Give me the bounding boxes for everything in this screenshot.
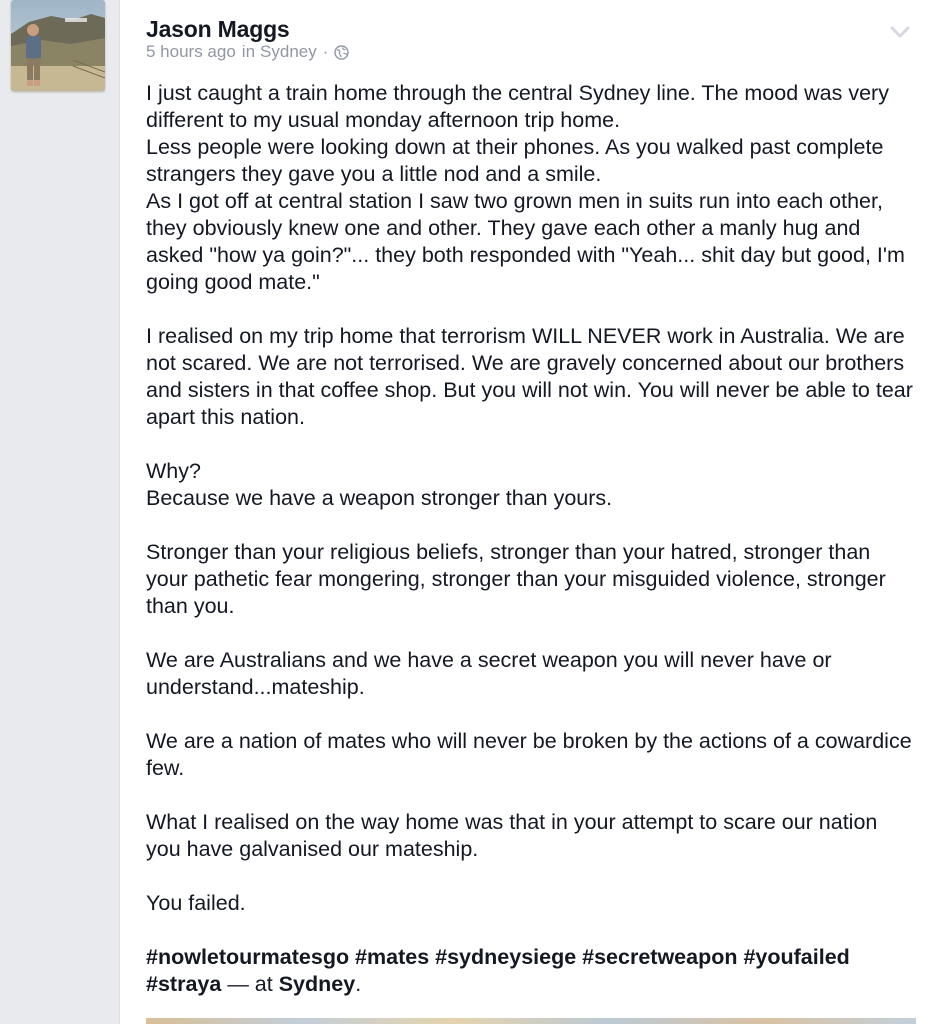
post-paragraph: You failed. [146,891,246,915]
post-paragraph: We are Australians and we have a secret weapon you will never have or understand...mateship. [146,648,832,699]
post-paragraph: Why? [146,459,201,483]
post-paragraph: I realised on my trip home that terrorism WILL NEVER work in Australia. We are not scared. We are not terrorised. We are gravely concerned about our brothers and sisters in that coffee shop. But you will not win. You will never be able to tear apart this nation. [146,324,913,429]
at-label: at [254,972,273,996]
meta-separator: · [322,42,329,61]
avatar-photo [11,0,105,91]
post-timestamp[interactable]: 5 hours ago [146,42,236,61]
left-rail [0,0,119,1024]
globe-icon[interactable] [334,45,349,60]
post-paragraph: I just caught a train home through the central Sydney line. The mood was very different to my usual monday afternoon trip home. [146,81,889,132]
tagged-place-link[interactable]: Sydney [278,972,356,996]
post-paragraph: Because we have a weapon stronger than yours. [146,486,613,510]
attached-photo-edge[interactable] [146,1018,916,1024]
dash-separator: — [227,972,249,996]
post-paragraph: Stronger than your religious beliefs, stronger than your hatred, stronger than your pathetic fear mongering, stronger than your misguided violence, stronger than you. [146,540,886,618]
post-paragraph: What I realised on the way home was that in your attempt to scare our nation you have galvanised our mateship. [146,810,878,861]
post-in-label: in [241,42,256,61]
post-hashtags-line [146,944,916,998]
post-author-name[interactable]: Jason Maggs [146,16,290,42]
post-meta [146,42,349,62]
post-body [146,80,916,998]
post-location[interactable]: Sydney [260,42,317,61]
post-paragraph: Less people were looking down at their phones. As you walked past complete strangers they gave you a little nod and a smile. [146,135,884,186]
post-paragraph: As I got off at central station I saw two grown men in suits run into each other, they obviously knew one and other. They gave each other a manly hug and asked "how ya goin?"... they both responded with "Yeah... shit day but good, I'm going good mate." [146,189,905,294]
post-options-chevron-icon[interactable] [889,24,911,40]
post-card [119,0,938,1024]
post-paragraph: We are a nation of mates who will never be broken by the actions of a cowardice few. [146,729,912,780]
final-period: . [355,972,362,996]
post-hashtags[interactable]: #nowletourmatesgo #mates #sydneysiege #secretweapon #youfailed #straya [146,945,850,996]
avatar[interactable] [11,0,105,91]
